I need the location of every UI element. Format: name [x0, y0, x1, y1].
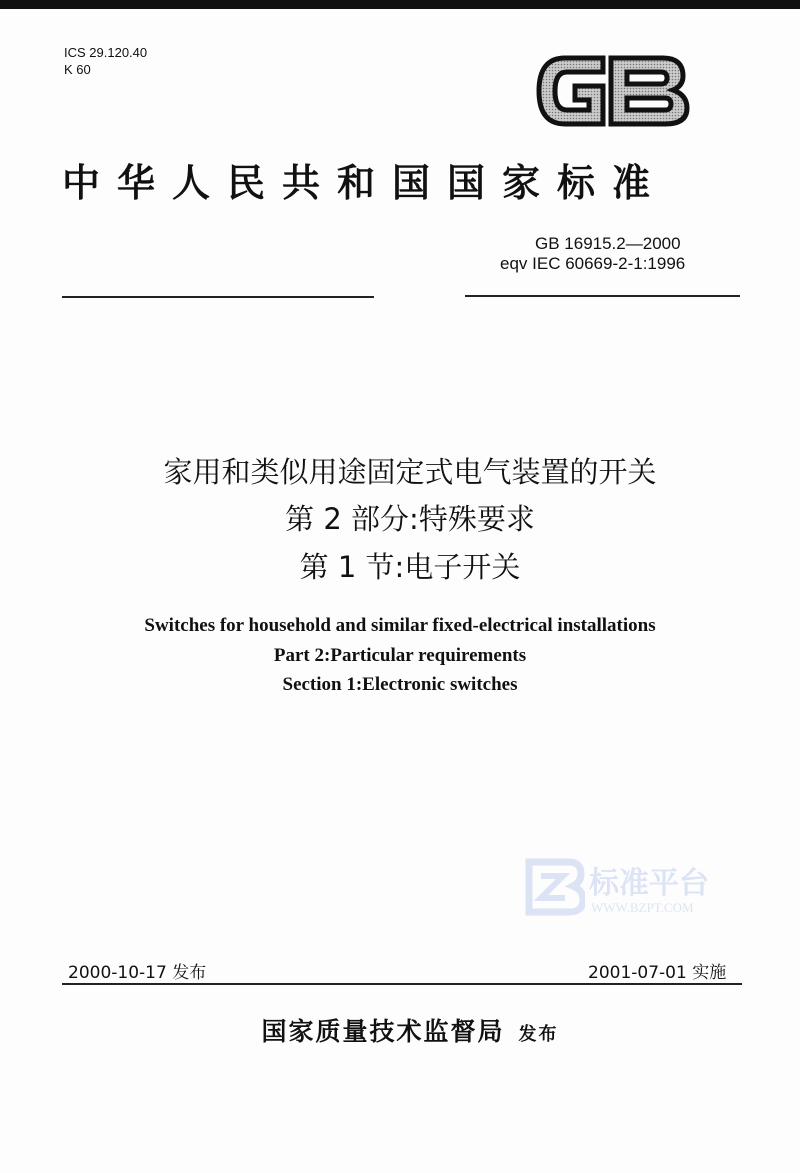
title-cn-line-1: 家用和类似用途固定式电气装置的开关 [163, 455, 657, 489]
divider-right [465, 295, 740, 297]
divider-left [62, 296, 374, 298]
national-standard-heading: 中华人民共和国国家标准 [62, 161, 668, 205]
standard-equivalence: eqv IEC 60669-2-1:1996 [500, 254, 686, 273]
watermark-url: WWW.BZPT.COM [591, 900, 694, 915]
watermark [525, 858, 725, 918]
implementation-date: 2001-07-01 实施 [588, 963, 727, 983]
divider-bottom [62, 983, 742, 985]
standard-number: GB 16915.2—2000 [535, 234, 681, 253]
title-cn-line-2: 第 2 部分:特殊要求 [285, 502, 535, 536]
watermark-name: 标准平台 [589, 866, 709, 901]
issuer-action: 发布 [518, 1024, 559, 1045]
ccs-code: K 60 [64, 62, 91, 77]
bzpt-logo-icon [525, 858, 585, 916]
gb-logo-icon [533, 48, 693, 134]
title-en-line-1: Switches for household and similar fixed-electrical installations [144, 615, 656, 636]
issue-date: 2000-10-17 发布 [68, 963, 207, 983]
issuing-authority [0, 1012, 800, 1048]
title-en-line-3: Section 1:Electronic switches [282, 674, 518, 695]
issuer-name: 国家质量技术监督局 [261, 1017, 505, 1046]
ics-code: ICS 29.120.40 [64, 45, 148, 60]
title-cn-line-3: 第 1 节:电子开关 [299, 550, 521, 584]
title-en-line-2: Part 2:Particular requirements [273, 645, 527, 666]
scan-border [0, 0, 800, 9]
